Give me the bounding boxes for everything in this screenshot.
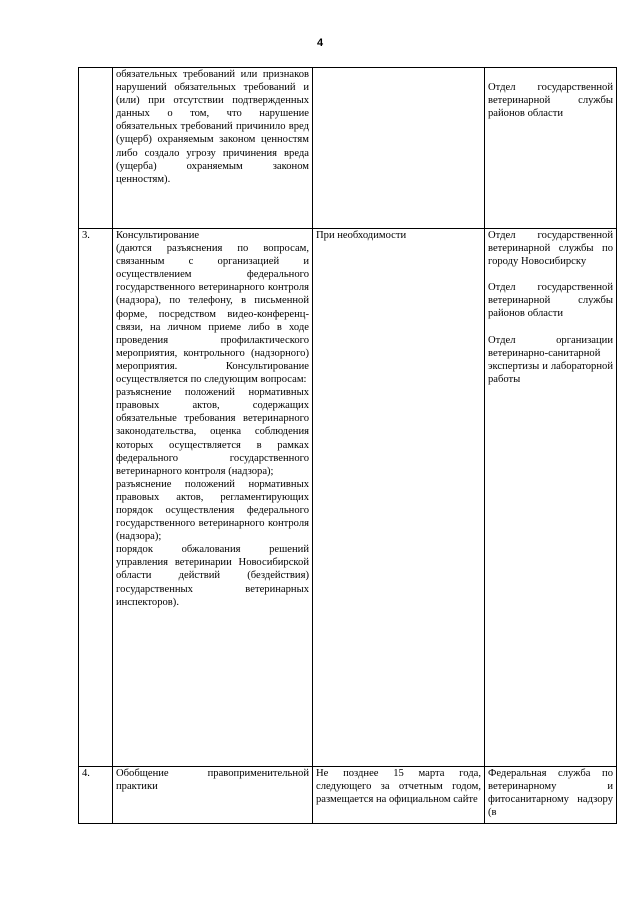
measures-table — [78, 67, 617, 824]
row-number — [79, 68, 113, 229]
responsible-text: Отдел государственной ветеринарной службы по городу Новосибирску — [488, 230, 613, 268]
responsible-text: Отдел государственной ветеринарной службы районов области — [488, 282, 613, 320]
row-number: 4. — [79, 767, 113, 824]
table-row — [79, 767, 617, 824]
page-number: 4 — [316, 37, 324, 49]
event-text: обязательных требований или признаков нарушений обязательных требований и (или) при отсутствии подтвержденных данных о том, что нарушение обязательных требований причинило вред (ущерб) охраняемым законом ценностям либо создало угрозу причинения вреда (ущерба) охраняемым законом ценностям). — [116, 69, 309, 185]
event-description — [113, 767, 313, 824]
event-text: (даются разъяснения по вопросам, связанным с организацией и осуществлением федерального государственного ветеринарного контроля (надзора), по телефону, в письменной форме, посредством видео-конференц-связи, на личном приеме либо в ходе проведения профилактического мероприятия, контрольного (надзорного) мероприятия. Консультирование осуществляется по следующим вопросам: — [116, 243, 309, 386]
responsible-text: Отдел организации ветеринарно-санитарной экспертизы и лабораторной работы — [488, 334, 613, 385]
responsible-text: Федеральная служба по ветеринарному и фитосанитарному надзору (в — [488, 768, 613, 819]
event-text: разъяснение положений нормативных правовых актов, регламентирующих порядок осуществления федерального государственного ветеринарного контроля (надзора); — [116, 478, 309, 543]
responsible-text: Отдел государственной ветеринарной службы районов области — [488, 82, 613, 120]
event-text: порядок обжалования решений управления ветеринарии Новосибирской области действий (бездействия) государственных ветеринарных инспекторов). — [116, 544, 309, 608]
table-row — [79, 68, 617, 229]
event-text: Обобщение правоприменительной практики — [116, 768, 309, 793]
responsible-unit — [485, 767, 617, 824]
timing — [313, 68, 485, 229]
timing — [313, 767, 485, 824]
responsible-unit — [485, 68, 617, 229]
table-row — [79, 229, 617, 767]
timing-text: Не позднее 15 марта года, следующего за отчетным годом, размещается на официальном сайте — [316, 768, 481, 806]
responsible-unit — [485, 229, 617, 767]
event-title: Консультирование — [116, 230, 200, 241]
event-description — [113, 68, 313, 229]
event-text: разъяснение положений нормативных правовых актов, содержащих обязательные требования ветеринарного законодательства, оценка соблюдения которых осуществляется в рамках федерального государственного ветеринарного контроля (надзора); — [116, 387, 309, 477]
event-description — [113, 229, 313, 767]
row-number: 3. — [79, 229, 113, 767]
timing: При необходимости — [313, 229, 485, 767]
